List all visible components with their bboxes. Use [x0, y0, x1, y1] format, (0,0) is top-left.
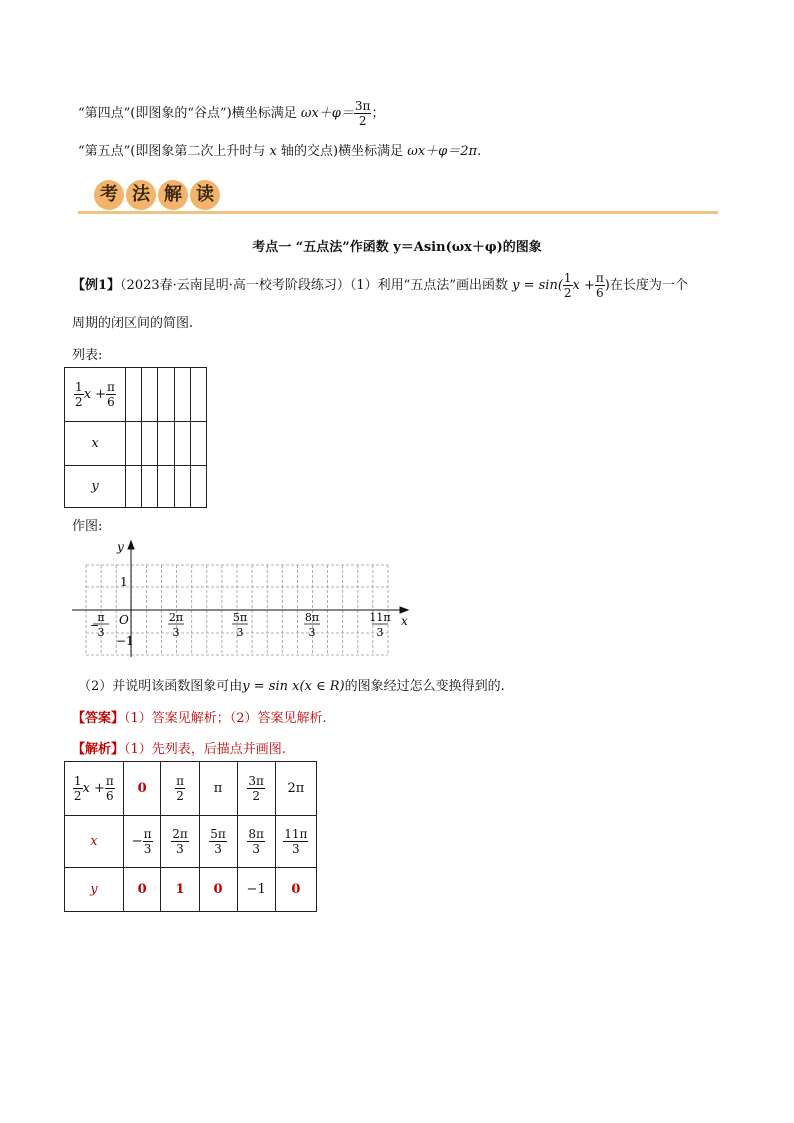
table-cell: 0	[123, 762, 161, 816]
table-cell	[174, 466, 190, 508]
table-cell: −1	[237, 868, 275, 912]
intro-line-1: “第四点”(即图象的“谷点”)横坐标满足 ωx＋φ＝ $\frac{3\pi}{2}$ ；	[78, 99, 385, 128]
table-cell: 1	[161, 868, 199, 912]
filled-value-table	[64, 761, 317, 912]
table-cell: $\frac{3\pi}{2}$	[237, 762, 275, 816]
x-tick-numerator: 5π	[232, 611, 248, 624]
row-label-y: y	[65, 466, 126, 508]
part2-line: （2）并说明该函数图象可由y = sin x(x ∈ R)的图象经过怎么变换得到的.	[78, 679, 505, 694]
table-cell	[142, 466, 158, 508]
table-cell	[174, 368, 190, 422]
table-cell	[158, 466, 174, 508]
x-tick-numerator: 11π	[369, 611, 391, 624]
answer-line: 【答案】（1）答案见解析；（2）答案见解析.	[72, 711, 327, 726]
x-tick-label	[232, 611, 248, 639]
row-label-x: x	[65, 816, 124, 868]
y-axis-arrow	[128, 541, 134, 549]
x-tick-label	[168, 611, 184, 639]
table-header-cell: $\frac{1}{2}$ x + $\frac{\pi}{6}$	[65, 368, 126, 422]
table-cell	[126, 466, 142, 508]
example-line-2: 周期的闭区间的简图.	[72, 316, 194, 331]
x-tick-denominator: 3	[308, 626, 316, 639]
section-divider	[78, 211, 718, 214]
x-tick-label	[304, 611, 320, 639]
table-header-cell: $\frac{1}{2}$ x + $\frac{\pi}{6}$	[65, 762, 124, 816]
intro-line-2: “第五点”(即图象第二次上升时与 x 轴的交点)横坐标满足 ωx＋φ＝2π.	[78, 144, 482, 159]
table-cell: 0	[275, 868, 316, 912]
x-axis-label: x	[401, 614, 408, 628]
row-label-y: y	[65, 868, 124, 912]
x-tick-denominator: 3	[376, 626, 384, 639]
table-cell	[174, 422, 190, 466]
x-tick-denominator: 3	[236, 626, 244, 639]
table-cell: $\frac{5\pi}{3}$	[199, 816, 237, 868]
section-badge-4: 读	[190, 180, 220, 210]
table-cell: $\frac{8\pi}{3}$	[237, 816, 275, 868]
section-badge-2: 法	[126, 180, 156, 210]
example-line-1: 【例1】（2023春·云南昆明·高一校考阶段练习）（1）利用“五点法”画出函数 y = sin( $\frac{1}{2}$ x + $\frac{\pi}{6}$ )在长度为一个	[72, 271, 688, 300]
x-tick-numerator: π	[97, 611, 105, 624]
table-cell	[190, 422, 206, 466]
section-badge-3: 解	[158, 180, 188, 210]
table-cell: 0	[123, 868, 161, 912]
table-cell: $\frac{2\pi}{3}$	[161, 816, 199, 868]
blank-coordinate-grid	[0, 535, 794, 665]
table-cell: 0	[199, 868, 237, 912]
y-tick-1: 1	[120, 575, 128, 589]
table-cell	[190, 466, 206, 508]
table-cell: $\frac{11\pi}{3}$	[275, 816, 316, 868]
empty-value-table	[64, 367, 207, 508]
x-tick-denominator: 3	[172, 626, 180, 639]
y-axis-label: y	[117, 540, 124, 554]
table-cell: − $\frac{\pi}{3}$	[123, 816, 161, 868]
table-cell	[142, 422, 158, 466]
table-cell: π	[199, 762, 237, 816]
x-tick-numerator: 8π	[304, 611, 320, 624]
table-cell	[158, 368, 174, 422]
plot-label: 作图:	[72, 519, 103, 534]
table-cell: $\frac{\pi}{2}$	[161, 762, 199, 816]
table-cell	[190, 368, 206, 422]
x-tick-label	[90, 611, 109, 639]
origin-label: O	[119, 613, 129, 627]
x-tick-denominator: 3	[97, 626, 105, 639]
table-cell	[142, 368, 158, 422]
row-label-x: x	[65, 422, 126, 466]
table-label: 列表:	[72, 348, 103, 363]
x-axis-arrow	[400, 607, 408, 613]
table-cell	[126, 368, 142, 422]
x-tick-sign: −	[90, 619, 100, 632]
section-heading: 考点一 “五点法”作函数 y＝Asin(ωx＋φ)的图象	[252, 240, 542, 255]
table-cell: 2π	[275, 762, 316, 816]
table-cell	[158, 422, 174, 466]
analysis-line: 【解析】（1）先列表，后描点并画图.	[72, 742, 286, 757]
x-tick-numerator: 2π	[168, 611, 184, 624]
y-tick-neg1: −1	[116, 634, 134, 648]
table-cell	[126, 422, 142, 466]
fraction: $\frac{3\pi}{2}$	[354, 99, 371, 128]
section-badge-1: 考	[94, 180, 124, 210]
